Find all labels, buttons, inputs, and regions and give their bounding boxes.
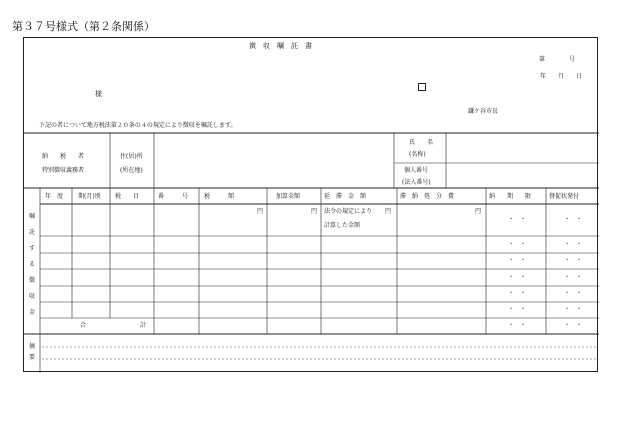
total-label: 合 計 bbox=[80, 322, 147, 329]
penalty-note-line2: 計算した金額 bbox=[324, 222, 361, 229]
side-label-char: 金 bbox=[29, 309, 36, 316]
addressee-suffix: 様 bbox=[95, 90, 102, 98]
remarks-label-1: 摘 bbox=[29, 343, 36, 350]
due-date-dots: ・ ・ bbox=[508, 306, 527, 313]
header-tax-item: 税 目 bbox=[115, 193, 140, 200]
document-date: 年 月 日 bbox=[540, 73, 583, 80]
corporate-number-label: (法人番号) bbox=[402, 179, 431, 186]
penalty-note-line1: 法令の規定により bbox=[324, 208, 373, 215]
side-label-char: 収 bbox=[29, 293, 36, 300]
due-date-dots: ・ ・ bbox=[508, 257, 527, 264]
additional-amount-unit: 円 bbox=[311, 208, 318, 215]
intro-text: 下記の者について地方税法第２０条の４の規定により徴収を嘱託します。 bbox=[39, 122, 237, 129]
header-additional-amount: 加算金額 bbox=[276, 193, 301, 200]
header-period: 期(月)別 bbox=[78, 193, 101, 200]
side-label-char: す bbox=[29, 245, 36, 252]
header-fiscal-year: 年 度 bbox=[45, 193, 64, 200]
document-number: 第 号 bbox=[539, 56, 576, 63]
tax-amount-unit: 円 bbox=[257, 208, 264, 215]
delinquency-amount-unit: 円 bbox=[385, 208, 392, 215]
name-label: 氏 名 bbox=[409, 139, 434, 146]
side-label-char: 託 bbox=[29, 229, 36, 236]
side-label-char: 嘱 bbox=[29, 213, 36, 220]
form-frame bbox=[23, 37, 598, 372]
due-date-dots: ・ ・ bbox=[508, 290, 527, 297]
due-date-dots: ・ ・ bbox=[508, 216, 527, 223]
due-date-dots: ・ ・ bbox=[508, 241, 527, 248]
header-due-date: 納 期 限 bbox=[489, 193, 532, 200]
reminder-date-dots: ・ ・ bbox=[564, 306, 583, 313]
taxpayer-label: 納 税 者 bbox=[42, 153, 85, 160]
corp-name-label: (名称) bbox=[409, 151, 426, 158]
due-date-dots: ・ ・ bbox=[508, 274, 527, 281]
reminder-date-dots: ・ ・ bbox=[564, 216, 583, 223]
reminder-date-dots: ・ ・ bbox=[564, 274, 583, 281]
document-title: 徴 収 嘱 託 書 bbox=[249, 42, 312, 50]
issuer-name: 鎌ケ谷市長 bbox=[468, 108, 499, 115]
header-reminder-date: 督促状発付 bbox=[549, 193, 580, 200]
header-delinquency-amount: 延 滞 金 額 bbox=[324, 193, 367, 200]
reminder-date-dots: ・ ・ bbox=[564, 241, 583, 248]
due-date-dots: ・ ・ bbox=[508, 322, 527, 329]
side-label-char: る bbox=[29, 261, 36, 268]
remarks-label-2: 要 bbox=[29, 354, 36, 361]
seal-checkbox[interactable] bbox=[418, 83, 426, 91]
location-label: (所在地) bbox=[120, 167, 143, 174]
form-title: 第３７号様式（第２条関係） bbox=[12, 20, 155, 33]
reminder-date-dots: ・ ・ bbox=[564, 257, 583, 264]
reminder-date-dots: ・ ・ bbox=[564, 322, 583, 329]
header-disposition-fee: 滞 納 処 分 費 bbox=[400, 193, 455, 200]
header-number: 番 号 bbox=[158, 193, 189, 200]
personal-number-label: 個人番号 bbox=[404, 167, 429, 174]
address-label: 住(居)所 bbox=[120, 153, 143, 160]
withholder-label: 特別徴収義務者 bbox=[42, 167, 85, 174]
header-tax-amount: 税 額 bbox=[204, 193, 235, 200]
reminder-date-dots: ・ ・ bbox=[564, 290, 583, 297]
side-label-char: 徴 bbox=[29, 277, 36, 284]
disposition-fee-unit: 円 bbox=[475, 208, 482, 215]
